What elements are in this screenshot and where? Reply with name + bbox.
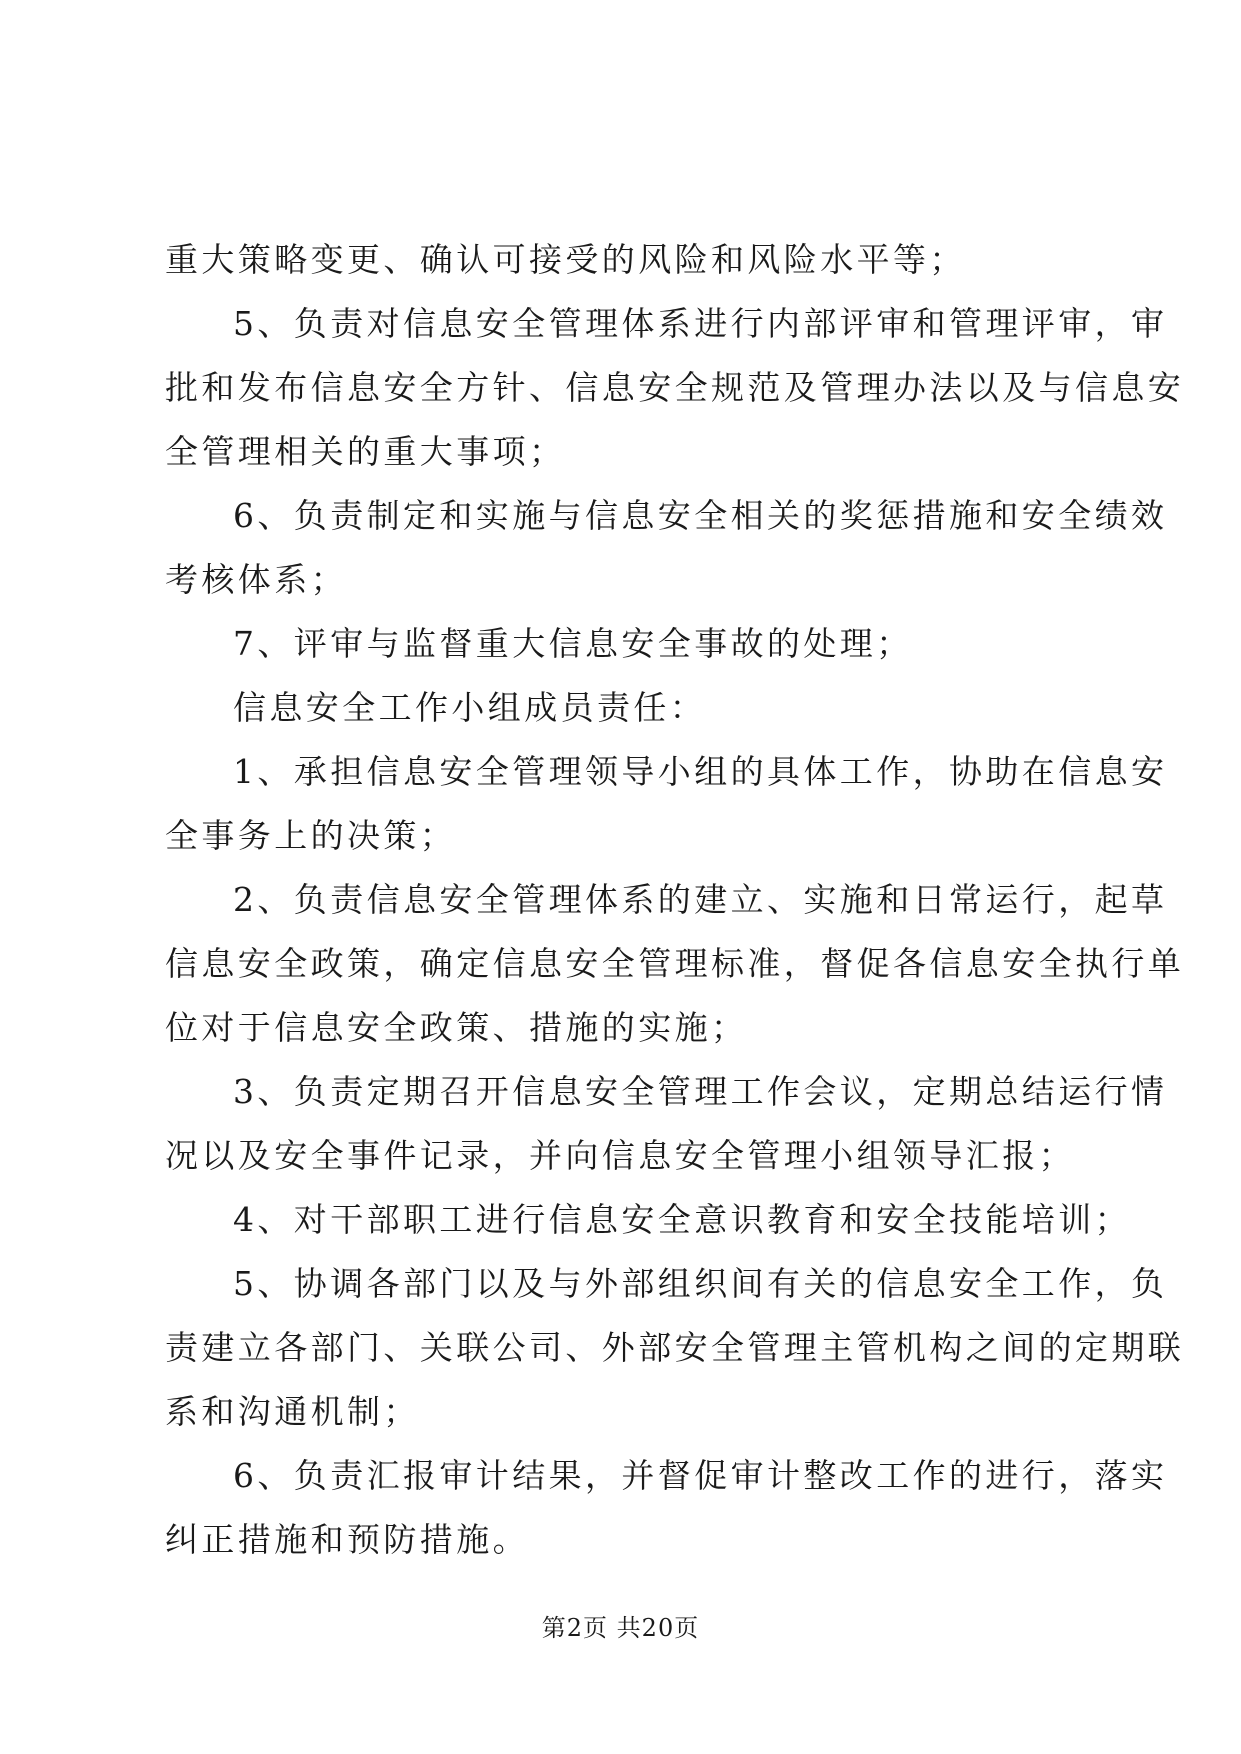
text-line: 2、负责信息安全管理体系的建立、实施和日常运行，起草 [233, 880, 1168, 919]
text-line: 位对于信息安全政策、措施的实施； [165, 1008, 748, 1047]
text-line: 全管理相关的重大事项； [165, 432, 566, 471]
text-line: 信息安全工作小组成员责任： [233, 688, 707, 727]
text-line: 系和沟通机制； [165, 1392, 420, 1431]
text-line: 5、协调各部门以及与外部组织间有关的信息安全工作，负 [233, 1264, 1168, 1303]
text-line: 6、负责汇报审计结果，并督促审计整改工作的进行，落实 [233, 1456, 1168, 1495]
page-number-footer: 第2页 共20页 [541, 1614, 700, 1642]
text-line: 1、承担信息安全管理领导小组的具体工作，协助在信息安 [233, 752, 1168, 791]
text-line: 况以及安全事件记录，并向信息安全管理小组领导汇报； [165, 1136, 1075, 1175]
text-line: 7、评审与监督重大信息安全事故的处理； [233, 624, 913, 663]
text-line: 重大策略变更、确认可接受的风险和风险水平等； [165, 240, 966, 279]
text-line: 4、对干部职工进行信息安全意识教育和安全技能培训； [233, 1200, 1131, 1239]
text-line: 责建立各部门、关联公司、外部安全管理主管机构之间的定期联 [165, 1328, 1185, 1367]
text-line: 考核体系； [165, 560, 347, 599]
text-line: 全事务上的决策； [165, 816, 457, 855]
text-line: 5、负责对信息安全管理体系进行内部评审和管理评审，审 [233, 304, 1168, 343]
text-line: 信息安全政策，确定信息安全管理标准，督促各信息安全执行单 [165, 944, 1185, 983]
text-line: 纠正措施和预防措施。 [165, 1520, 529, 1559]
text-line: 6、负责制定和实施与信息安全相关的奖惩措施和安全绩效 [233, 496, 1168, 535]
text-line: 批和发布信息安全方针、信息安全规范及管理办法以及与信息安 [165, 368, 1185, 407]
document-body [165, 228, 1185, 1572]
text-line: 3、负责定期召开信息安全管理工作会议，定期总结运行情 [233, 1072, 1168, 1111]
